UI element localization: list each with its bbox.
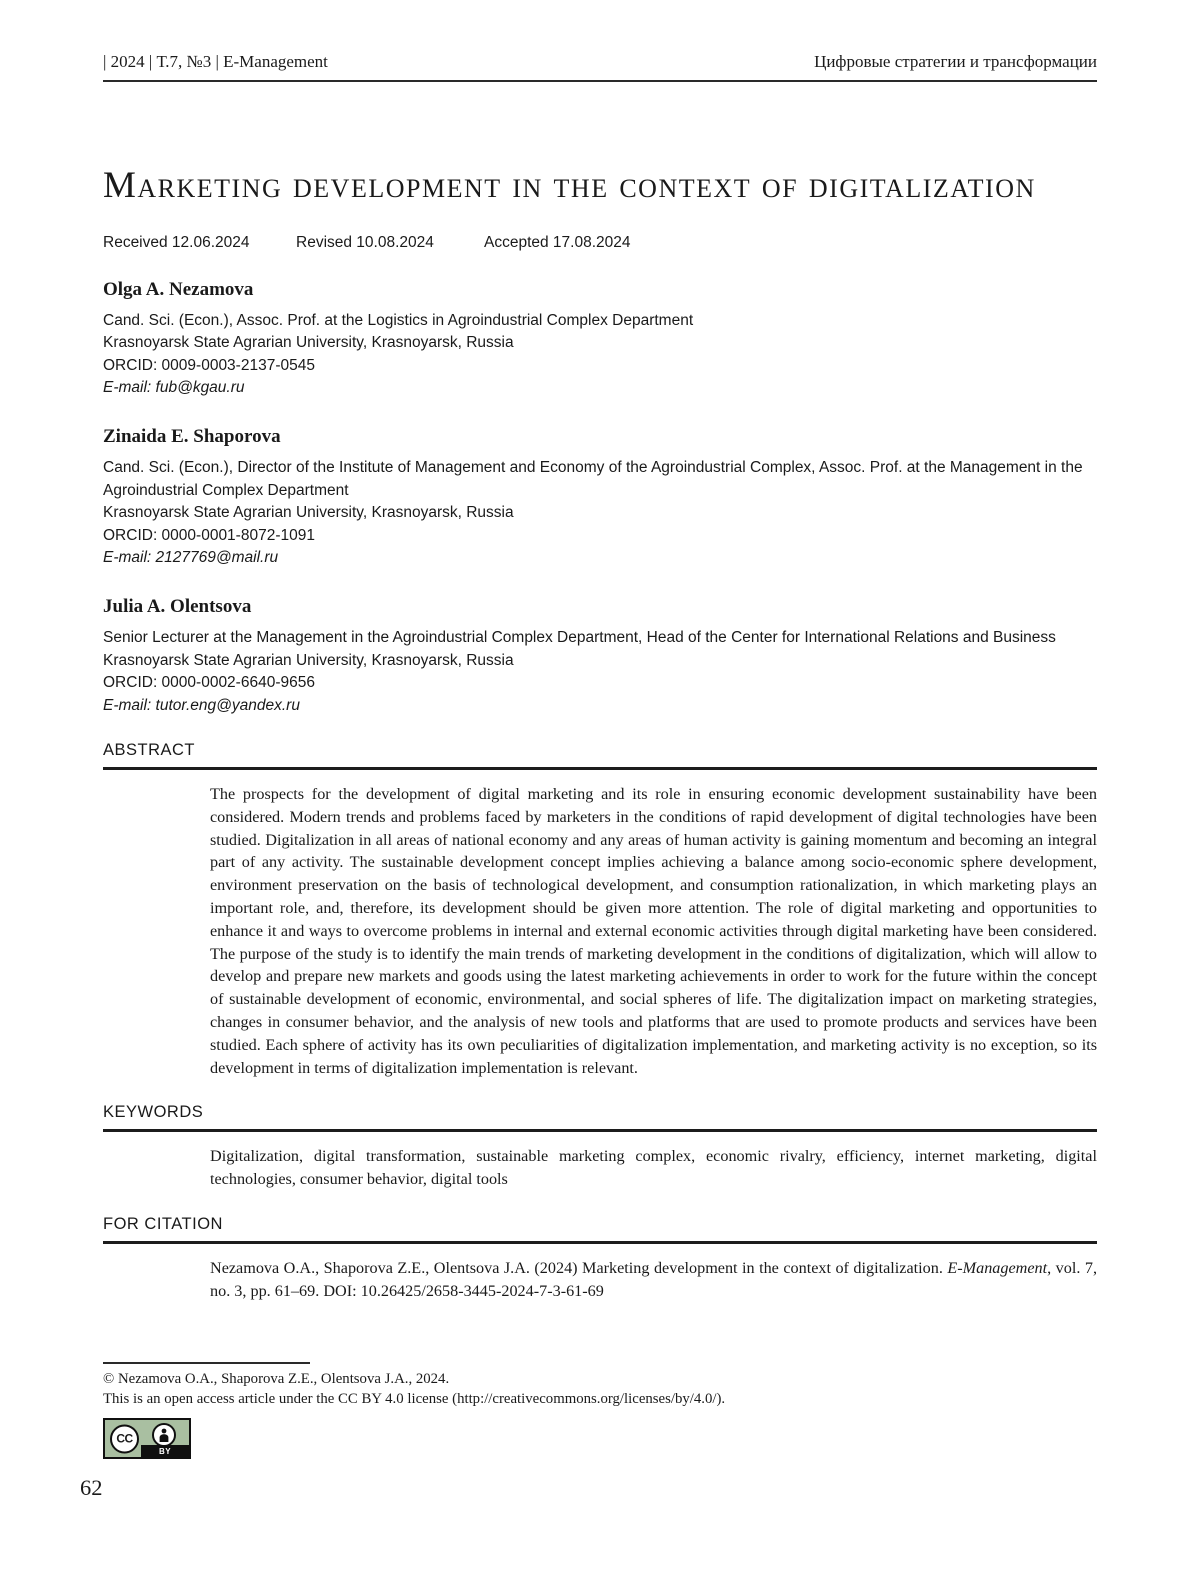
license-line: This is an open access article under the CC BY 4.0 license (http://creativecommons.org/licenses/by/4.0/). — [103, 1391, 726, 1407]
author-role: Cand. Sci. (Econ.), Assoc. Prof. at the Logistics in Agroindustrial Complex Department — [103, 311, 694, 329]
abstract-heading: ABSTRACT — [103, 741, 1097, 770]
journal-volume-info: | 2024 | Т.7, №3 | E-Management — [103, 52, 328, 71]
author-block-3 — [103, 596, 1097, 717]
author-block-1 — [103, 279, 1097, 400]
footer-divider — [103, 1362, 310, 1364]
author-affiliation: Krasnoyarsk State Agrarian University, Krasnoyarsk, Russia — [103, 504, 514, 522]
author-role: Senior Lecturer at the Management in the Agroindustrial Complex Department, Head of the Center for International Relations and Business — [103, 629, 1056, 647]
author-role: Cand. Sci. (Econ.), Director of the Institute of Management and Economy of the Agroindustrial Complex, Assoc. Prof. at the Management in the Agroindustrial Complex Department — [103, 459, 1083, 499]
cc-by-label: BY — [141, 1445, 189, 1457]
author-email: E-mail: 2127769@mail.ru — [103, 548, 279, 566]
author-block-2 — [103, 426, 1097, 569]
person-attribution-icon — [152, 1423, 176, 1447]
author-name: Julia A. Olentsova — [103, 596, 252, 618]
abstract-text: The prospects for the development of digital marketing and its role in ensuring economic development sustainability have been considered. Modern trends and problems faced by marketers in the conditions of rapid development of digital technologies have been studied. Digitalization in all areas of national economy and any areas of human activity is gaining momentum and becoming an integral part of any activity. The sustainable development concept implies achieving a balance among socio-economic sphere development, environment preservation on the basis of technological development, and consumption rationalization, in which marketing plays an important role, and, therefore, its development should be given more attention. The role of digital marketing and opportunities to enhance it and ways to overcome problems in internal and external economic activities through digital marketing have been considered. The purpose of the study is to identify the main trends of marketing development in the conditions of digitalization, which will allow to develop and prepare new markets and goods using the latest marketing achievements in order to work for the future within the concept of sustainable development of economic, environmental, and social spheres of life. The digitalization impact on marketing strategies, changes in consumer behavior, and the analysis of new tools and platforms that are used to promote products and services have been studied. Each sphere of activity has its own peculiarities of digitalization implementation, and marketing activity is no exception, so its development in terms of digitalization implementation is relevant. — [210, 784, 1097, 1077]
author-orcid: ORCID: 0000-0001-8072-1091 — [103, 526, 315, 544]
author-email: E-mail: fub@kgau.ru — [103, 378, 245, 396]
cc-logo-icon: CC — [110, 1424, 139, 1453]
citation-text-before: Nezamova O.A., Shaporova Z.E., Olentsova J.A. (2024) Marketing development in the context of digitalization. — [210, 1258, 948, 1277]
author-orcid: ORCID: 0009-0003-2137-0545 — [103, 356, 315, 374]
keywords-text: Digitalization, digital transformation, sustainable marketing complex, economic rivalry, efficiency, internet marketing, digital technologies, consumer behavior, digital tools — [210, 1147, 1097, 1189]
cc-by-badge — [103, 1418, 191, 1459]
copyright-line: © Nezamova O.A., Shaporova Z.E., Olentsova J.A., 2024. — [103, 1371, 450, 1387]
date-revised: Revised 10.08.2024 — [296, 233, 434, 251]
citation-journal-name: E-Management — [947, 1258, 1048, 1277]
page-number: 62 — [80, 1475, 103, 1500]
author-name: Olga A. Nezamova — [103, 278, 254, 300]
article-dates — [103, 234, 1097, 252]
citation-heading: FOR CITATION — [103, 1215, 1097, 1244]
page-header — [103, 0, 1097, 82]
author-affiliation: Krasnoyarsk State Agrarian University, Krasnoyarsk, Russia — [103, 334, 514, 352]
page-footer — [103, 1362, 1097, 1459]
citation-text — [210, 1257, 1097, 1303]
date-accepted: Accepted 17.08.2024 — [484, 233, 631, 251]
date-received: Received 12.06.2024 — [103, 233, 250, 251]
article-title: Marketing development in the context of digitalization — [103, 165, 1036, 206]
author-name: Zinaida E. Shaporova — [103, 426, 281, 448]
author-orcid: ORCID: 0000-0002-6640-9656 — [103, 674, 315, 692]
author-email: E-mail: tutor.eng@yandex.ru — [103, 696, 300, 714]
journal-section-name: Цифровые стратегии и трансформации — [814, 52, 1097, 71]
keywords-heading: KEYWORDS — [103, 1103, 1097, 1132]
author-affiliation: Krasnoyarsk State Agrarian University, Krasnoyarsk, Russia — [103, 651, 514, 669]
citation-text-after: , vol. 7, no. 3, pp. 61–69. DOI: 10.26425/2658-3445-2024-7-3-61-69 — [210, 1258, 1098, 1300]
